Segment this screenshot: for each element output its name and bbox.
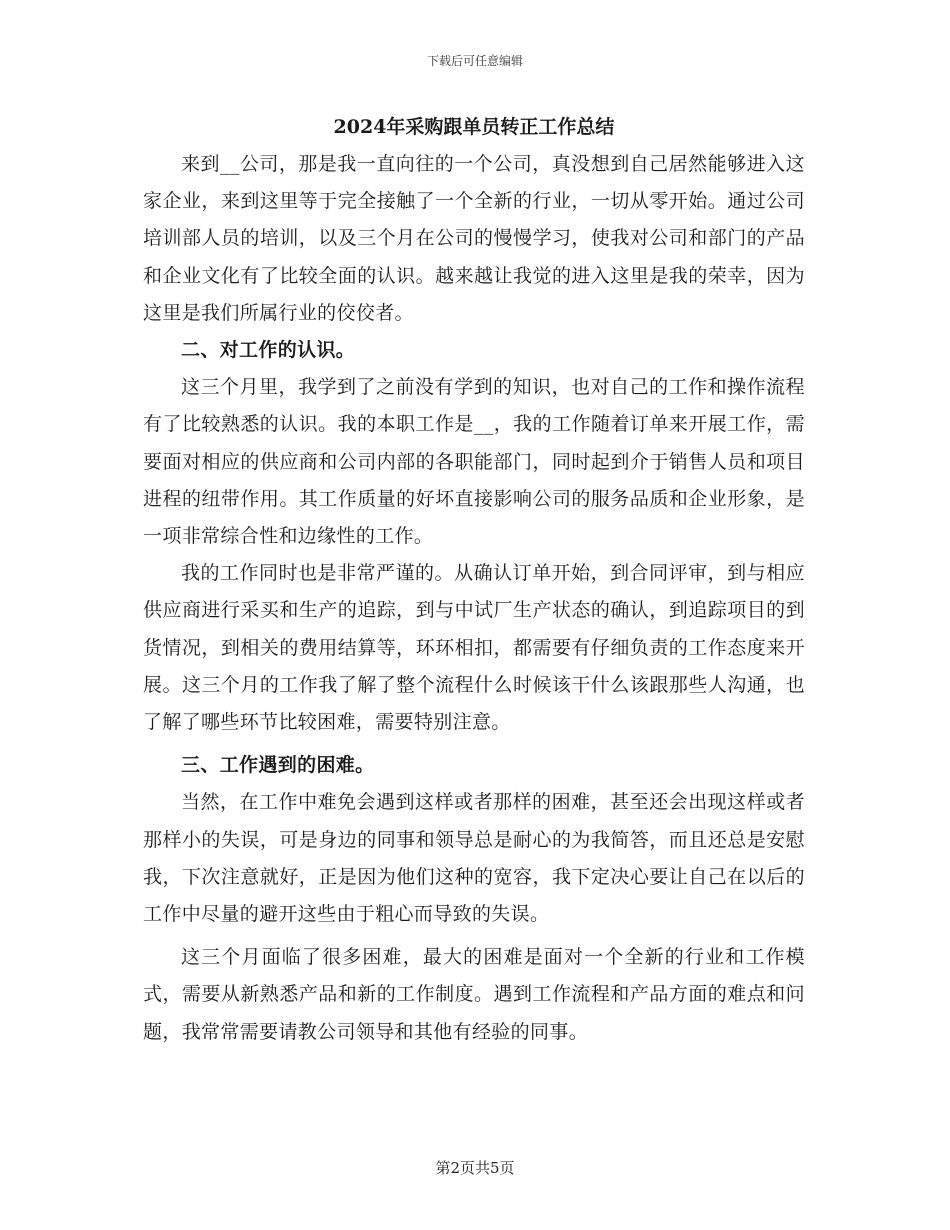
section-heading-2: 二、对工作的认识。 [181, 339, 356, 362]
section-2-paragraph-2: 我的工作同时也是非常严谨的。从确认订单开始，到合同评审，到与相应供应商进行采买和生产的追踪，到与中试厂生产状态的确认，到追踪项目的到货情况，到相关的费用结算等，环环相扣，都需要有仔细负责的工作态度来开展。这三个月的工作我了解了整个流程什么时候该干什么该跟那些人沟通，也了解了哪些环节比较困难，需要特别注意。 [143, 562, 805, 734]
section-3-paragraph-2: 这三个月面临了很多困难，最大的困难是面对一个全新的行业和工作模式，需要从新熟悉产品和新的工作制度。遇到工作流程和产品方面的难点和问题，我常常需要请教公司领导和其他有经验的同事。 [143, 946, 805, 1043]
intro-paragraph: 来到__公司，那是我一直向往的一个公司，真没想到自己居然能够进入这家企业，来到这里等于完全接触了一个全新的行业，一切从零开始。通过公司培训部人员的培训，以及三个月在公司的慢慢学习，使我对公司和部门的产品和企业文化有了比较全面的认识。越来越让我觉的进入这里是我的荣幸，因为这里是我们所属行业的佼佼者。 [143, 153, 805, 324]
section-3-paragraph-1: 当然，在工作中难免会遇到这样或者那样的困难，甚至还会出现这样或者那样小的失误，可是身边的同事和领导总是耐心的为我简答，而且还总是安慰我，下次注意就好，正是因为他们这种的宽容，我下定决心要让自己在以后的工作中尽量的避开这些由于粗心而导致的失误。 [143, 791, 805, 926]
section-heading-3: 三、工作遇到的困难。 [181, 754, 375, 777]
section-2-paragraph-1: 这三个月里，我学到了之前没有学到的知识，也对自己的工作和操作流程有了比较熟悉的认识。我的本职工作是__，我的工作随着订单来开展工作，需要面对相应的供应商和公司内部的各职能部门，同时起到介于销售人员和项目进程的纽带作用。其工作质量的好坏直接影响公司的服务品质和企业形象，是一项非常综合性和边缘性的工作。 [143, 376, 805, 548]
document-title: 2024年采购跟单员转正工作总结 [333, 116, 615, 138]
page-number-footer: 第2页共5页 [435, 1159, 515, 1177]
header-note: 下载后可任意编辑 [426, 54, 523, 68]
document-body [143, 112, 805, 1051]
